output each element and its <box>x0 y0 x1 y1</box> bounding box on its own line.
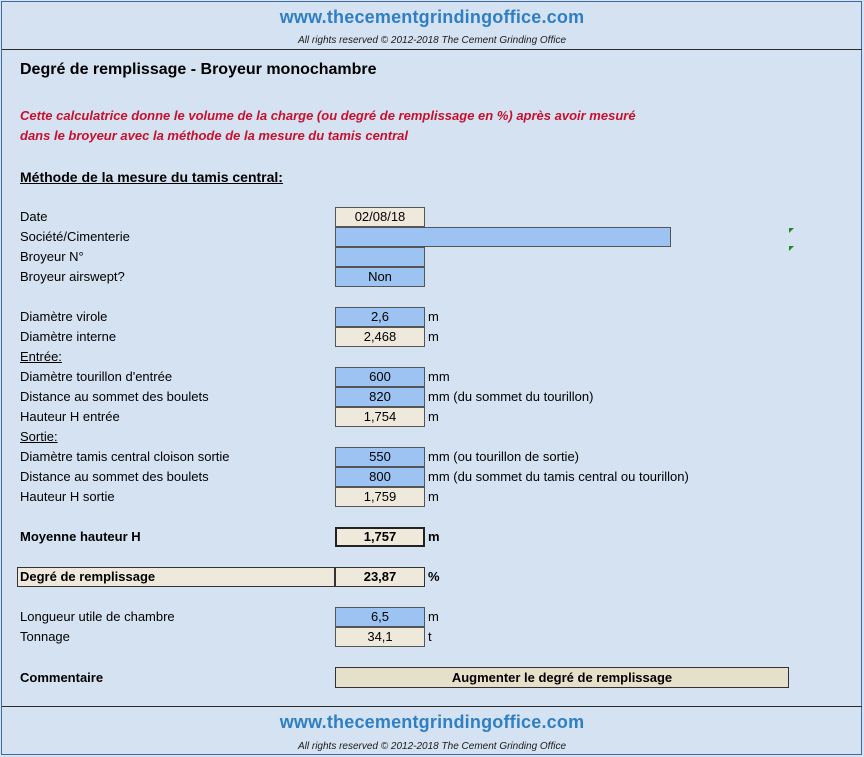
dist-sortie-unit: mm (du sommet du tamis central ou tourillon) <box>428 469 689 484</box>
hauteur-sortie-label: Hauteur H sortie <box>20 489 115 504</box>
dist-entree-label: Distance au sommet des boulets <box>20 389 209 404</box>
hauteur-sortie-unit: m <box>428 489 439 504</box>
comment-marker-icon[interactable] <box>789 246 794 251</box>
diam-interne-unit: m <box>428 329 439 344</box>
intro-line-1: Cette calculatrice donne le volume de la charge (ou degré de remplissage en %) après avoir mesuré <box>20 108 636 123</box>
site-url-top[interactable]: www.thecementgrindingoffice.com <box>279 7 585 27</box>
divider-top <box>2 49 862 50</box>
degre-label: Degré de remplissage <box>20 569 156 584</box>
commentaire-field: Augmenter le degré de remplissage <box>335 667 789 688</box>
tonnage-field: 34,1 <box>335 627 425 647</box>
broyeur-field[interactable] <box>335 247 425 267</box>
entree-heading: Entrée: <box>20 349 62 364</box>
longueur-field[interactable]: 6,5 <box>335 607 425 627</box>
hauteur-entree-field: 1,754 <box>335 407 425 427</box>
airswept-field[interactable]: Non <box>335 267 425 287</box>
sortie-heading: Sortie: <box>20 429 58 444</box>
degre-unit: % <box>428 569 440 584</box>
intro-line-2: dans le broyeur avec la méthode de la mesure du tamis central <box>20 128 408 143</box>
hauteur-sortie-field: 1,759 <box>335 487 425 507</box>
diam-interne-field: 2,468 <box>335 327 425 347</box>
site-url-bottom[interactable]: www.thecementgrindingoffice.com <box>279 712 585 732</box>
longueur-unit: m <box>428 609 439 624</box>
hauteur-entree-label: Hauteur H entrée <box>20 409 120 424</box>
diam-tourillon-label: Diamètre tourillon d'entrée <box>20 369 173 384</box>
diam-virole-label: Diamètre virole <box>20 309 108 324</box>
moyenne-unit: m <box>428 529 440 544</box>
diam-virole-unit: m <box>428 309 439 324</box>
page-title: Degré de remplissage - Broyeur monochambre <box>20 61 377 78</box>
airswept-label: Broyeur airswept? <box>20 269 125 284</box>
broyeur-label: Broyeur N° <box>20 249 84 264</box>
societe-label: Société/Cimenterie <box>20 229 130 244</box>
diam-tamis-field[interactable]: 550 <box>335 447 425 467</box>
dist-entree-unit: mm (du sommet du tourillon) <box>428 389 594 404</box>
diam-tourillon-field[interactable]: 600 <box>335 367 425 387</box>
moyenne-field: 1,757 <box>335 527 425 547</box>
degre-field: 23,87 <box>335 567 425 587</box>
copyright-bottom: All rights reserved © 2012-2018 The Cement Grinding Office <box>297 741 567 752</box>
diam-tourillon-unit: mm <box>428 369 450 384</box>
diam-tamis-unit: mm (ou tourillon de sortie) <box>428 449 579 464</box>
date-field[interactable]: 02/08/18 <box>335 207 425 227</box>
copyright-top: All rights reserved © 2012-2018 The Cement Grinding Office <box>297 35 567 46</box>
diam-virole-field[interactable]: 2,6 <box>335 307 425 327</box>
divider-bottom <box>2 706 862 707</box>
date-label: Date <box>20 209 48 224</box>
hauteur-entree-unit: m <box>428 409 439 424</box>
dist-sortie-field[interactable]: 800 <box>335 467 425 487</box>
commentaire-label: Commentaire <box>20 670 104 685</box>
diam-interne-label: Diamètre interne <box>20 329 117 344</box>
tonnage-label: Tonnage <box>20 629 70 644</box>
dist-entree-field[interactable]: 820 <box>335 387 425 407</box>
longueur-label: Longueur utile de chambre <box>20 609 175 624</box>
tonnage-unit: t <box>428 629 432 644</box>
societe-field[interactable] <box>335 227 671 247</box>
moyenne-label: Moyenne hauteur H <box>20 529 141 544</box>
comment-marker-icon[interactable] <box>789 228 794 233</box>
method-heading: Méthode de la mesure du tamis central: <box>20 169 283 185</box>
dist-sortie-label: Distance au sommet des boulets <box>20 469 209 484</box>
diam-tamis-label: Diamètre tamis central cloison sortie <box>20 449 230 464</box>
